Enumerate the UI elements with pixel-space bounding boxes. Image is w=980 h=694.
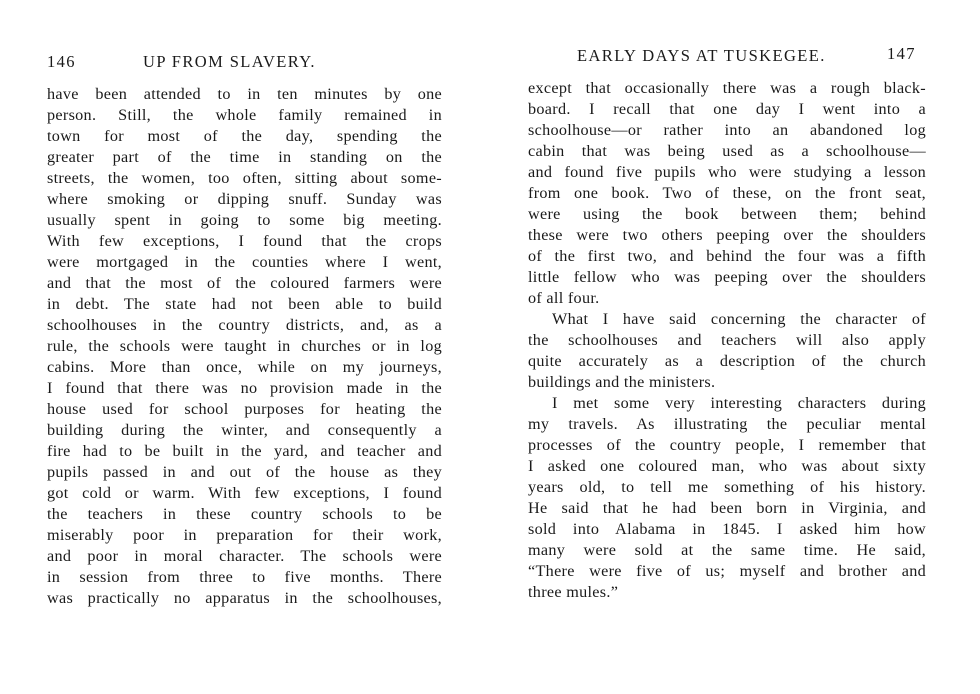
left-running-head: UP FROM SLAVERY.	[143, 52, 316, 71]
text-line: three mules.”	[528, 583, 619, 601]
text-line: He said that he had been born in Virginia, and	[528, 499, 926, 517]
text-line: usually spent in going to some big meeting.	[47, 211, 442, 229]
text-line: were mortgaged in the counties where I went,	[47, 253, 442, 271]
right-page-number: 147	[887, 44, 916, 63]
text-line: pupils passed in and out of the house as they	[47, 463, 442, 481]
text-line: and found five pupils who were studying a lesson	[528, 163, 926, 181]
text-line: little fellow who was peeping over the shoulders	[528, 268, 926, 286]
text-line: of the first two, and behind the four was a fifth	[528, 247, 926, 265]
text-line: in debt. The state had not been able to build	[47, 295, 442, 313]
text-line: have been attended to in ten minutes by one	[47, 85, 442, 103]
text-line: the teachers in these country schools to be	[47, 505, 442, 523]
text-line: I met some very interesting characters during	[552, 394, 926, 412]
text-line: and that the most of the coloured farmers were	[47, 274, 442, 292]
text-line: fire had to be built in the yard, and teacher and	[47, 442, 442, 460]
text-line: I asked one coloured man, who was about sixty	[528, 457, 926, 475]
text-line: these were two others peeping over the shoulders	[528, 226, 926, 244]
text-line: rule, the schools were taught in churches or in log	[47, 337, 442, 355]
text-line: town for most of the day, spending the	[47, 127, 442, 145]
text-line: “There were five of us; myself and brother and	[528, 562, 926, 580]
text-line: What I have said concerning the character of	[552, 310, 926, 328]
text-line: schoolhouses in the country districts, and, as a	[47, 316, 442, 334]
text-line: I found that there was no provision made in the	[47, 379, 442, 397]
text-line: processes of the country people, I remember that	[528, 436, 926, 454]
text-line: building during the winter, and consequently a	[47, 421, 442, 439]
text-line: years old, to tell me something of his history.	[528, 478, 926, 496]
text-line: schoolhouse—or rather into an abandoned log	[528, 121, 926, 139]
right-running-head: EARLY DAYS AT TUSKEGEE.	[577, 46, 826, 65]
text-line: board. I recall that one day I went into a	[528, 100, 926, 118]
text-line: the schoolhouses and teachers will also apply	[528, 331, 926, 349]
text-line: and poor in moral character. The schools were	[47, 547, 442, 565]
text-line: got cold or warm. With few exceptions, I found	[47, 484, 442, 502]
right-body-text	[528, 78, 926, 603]
text-line: were using the book between them; behind	[528, 205, 926, 223]
text-line: in session from three to five months. There	[47, 568, 442, 586]
text-line: quite accurately as a description of the church	[528, 352, 926, 370]
text-line: cabins. More than once, while on my journeys,	[47, 358, 442, 376]
text-line: house used for school purposes for heating the	[47, 400, 442, 418]
right-page	[490, 0, 980, 694]
text-line: cabin that was being used as a schoolhouse—	[528, 142, 926, 160]
left-page-number: 146	[47, 52, 76, 71]
text-line: was practically no apparatus in the schoolhouses,	[47, 589, 442, 607]
text-line: greater part of the time in standing on the	[47, 148, 442, 166]
left-body-text	[47, 84, 442, 609]
text-line: where smoking or dipping snuff. Sunday was	[47, 190, 442, 208]
text-line: miserably poor in preparation for their work,	[47, 526, 442, 544]
text-line: except that occasionally there was a rough black-	[528, 79, 926, 97]
text-line: of all four.	[528, 289, 600, 307]
text-line: many were sold at the same time. He said,	[528, 541, 926, 559]
text-line: my travels. As illustrating the peculiar mental	[528, 415, 926, 433]
text-line: sold into Alabama in 1845. I asked him how	[528, 520, 926, 538]
text-line: from one book. Two of these, on the front seat,	[528, 184, 926, 202]
text-line: buildings and the ministers.	[528, 373, 716, 391]
text-line: streets, the women, too often, sitting about some-	[47, 169, 442, 187]
text-line: With few exceptions, I found that the crops	[47, 232, 442, 250]
text-line: person. Still, the whole family remained in	[47, 106, 442, 124]
